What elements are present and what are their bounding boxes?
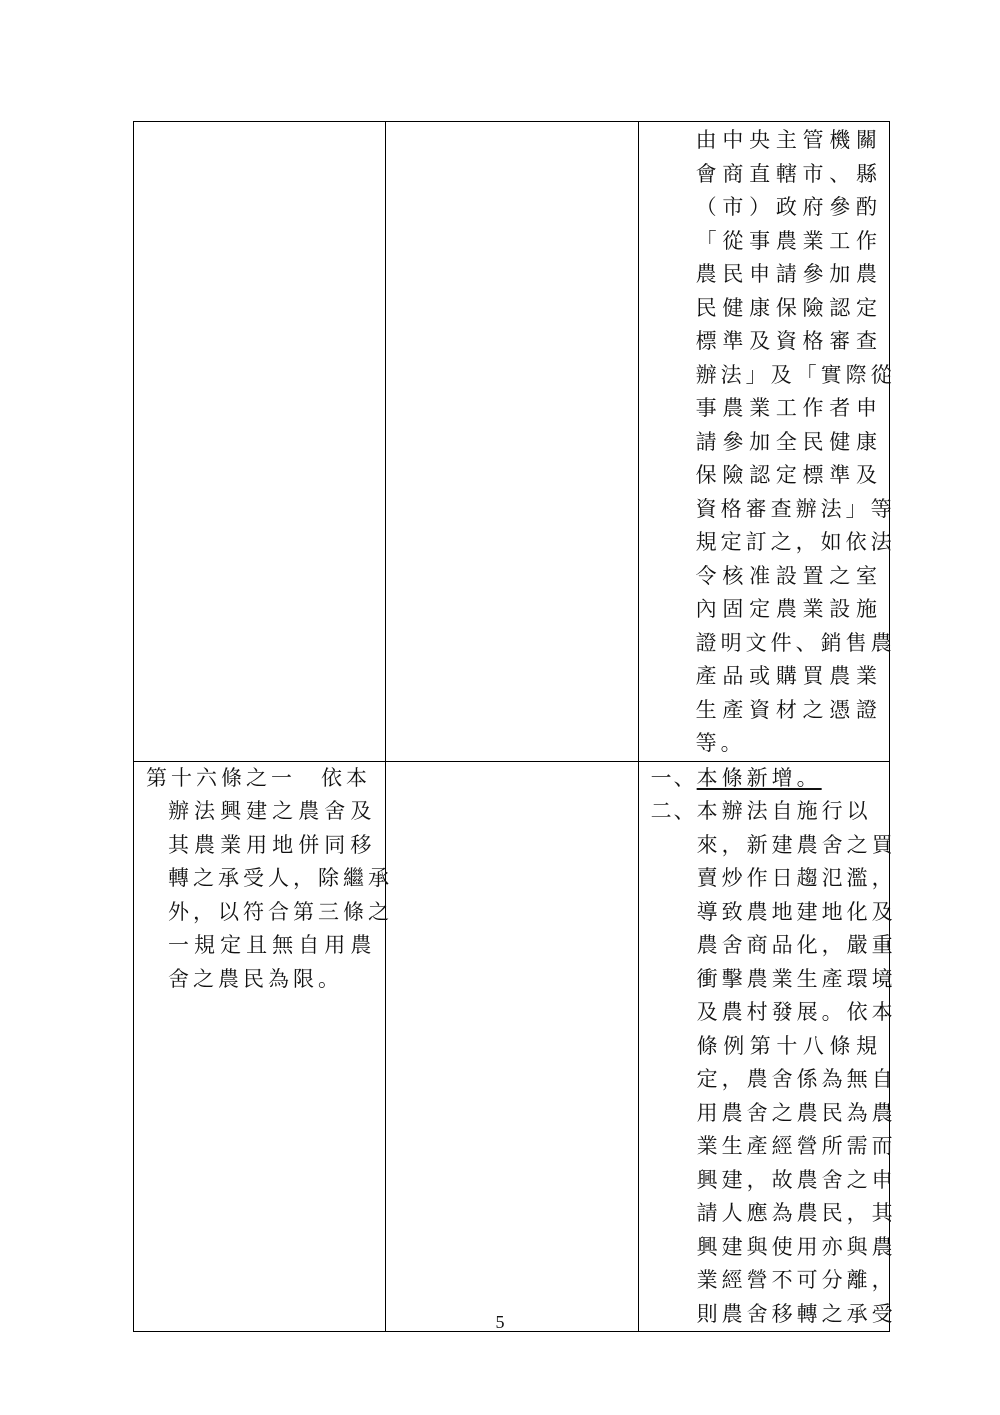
table-row [134, 761, 890, 1332]
article-line: 轉之承受人，除繼承 [168, 866, 393, 890]
explanation-line: 標準及資格審查 [695, 329, 881, 353]
item-number: 二、 [650, 799, 697, 823]
amended-article-cell [134, 761, 393, 1332]
explanation-cell [638, 122, 896, 762]
item-continuation-line: 農舍商品化，嚴重 [696, 933, 897, 957]
article-line: 外，以符合第三條之 [168, 899, 393, 924]
explanation-line: 農民申請參加農 [695, 262, 881, 286]
amended-article-cell [134, 122, 386, 762]
item-continuation-line: 條例第十八條規 [696, 1033, 881, 1058]
explanation-line: 請參加全民健康 [695, 429, 881, 454]
explanation-line: 民健康保險認定 [695, 295, 881, 320]
item-first-line: 本辦法自施行以 [696, 799, 872, 823]
explanation-line: 辦法」及「實際從 [695, 362, 896, 387]
page-number: 5 [495, 1312, 505, 1332]
article-line: 其農業用地併同移 [168, 832, 376, 857]
item-continuation-line: 興建與使用亦與農 [696, 1234, 897, 1259]
article-line: 辦法興建之農舍及 [168, 799, 376, 823]
item-continuation-line: 來，新建農舍之買 [696, 832, 897, 857]
article-16-1-text [134, 762, 393, 997]
article-line: 第十六條之一 依本 [146, 765, 371, 790]
item-continuation-line: 業生產經營所需而 [696, 1134, 897, 1158]
item-number: 一、 [650, 765, 697, 790]
explanation-line: 由中央主管機關 [695, 128, 881, 152]
explanation-line: 會商直轄市、縣 [695, 161, 881, 186]
explanation-line: 內固定農業設施 [695, 597, 881, 621]
regulation-comparison-table [133, 121, 897, 1332]
explanation-continuation [639, 122, 896, 761]
current-article-cell [386, 122, 638, 762]
current-article-cell [386, 761, 638, 1332]
item-continuation-line: 定，農舍係為無自 [696, 1067, 897, 1091]
explanation-line: 保險認定標準及 [695, 463, 881, 487]
item-continuation-line: 業經營不可分離， [696, 1268, 897, 1292]
explanation-items [639, 762, 897, 1332]
explanation-line: 產品或購買農業 [695, 664, 881, 688]
explanation-line: 令核准設置之室 [695, 563, 881, 588]
explanation-line: 生產資材之憑證 [695, 697, 881, 722]
explanation-line: 資格審查辦法」等 [695, 496, 896, 521]
item-continuation-line: 興建，故農舍之申 [696, 1167, 897, 1192]
item-continuation-line: 則農舍移轉之承受 [696, 1301, 897, 1326]
explanation-cell [638, 761, 897, 1332]
article-line: 舍之農民為限。 [168, 966, 343, 991]
table-row [134, 122, 890, 762]
explanation-item [651, 762, 881, 796]
explanation-line: 等。 [695, 731, 746, 755]
item-continuation-line: 衝擊農業生產環境 [696, 966, 897, 991]
article-line: 一規定且無自用農 [168, 933, 376, 957]
explanation-line: 「從事農業工作 [695, 228, 881, 253]
item-text: 本條新增。 [696, 765, 822, 790]
explanation-item [651, 795, 881, 829]
explanation-line: （市）政府參酌 [695, 195, 881, 219]
explanation-line: 規定訂之，如依法 [695, 530, 896, 554]
explanation-line: 證明文件、銷售農 [695, 630, 896, 655]
item-continuation-line: 導致農地建地化及 [696, 899, 897, 924]
explanation-line: 事農業工作者申 [695, 396, 881, 420]
item-continuation-line: 用農舍之農民為農 [696, 1100, 897, 1125]
item-continuation-line: 及農村發展。依本 [696, 1000, 897, 1024]
item-continuation-line: 請人應為農民，其 [696, 1201, 897, 1225]
item-continuation-line: 賣炒作日趨氾濫， [696, 866, 897, 890]
